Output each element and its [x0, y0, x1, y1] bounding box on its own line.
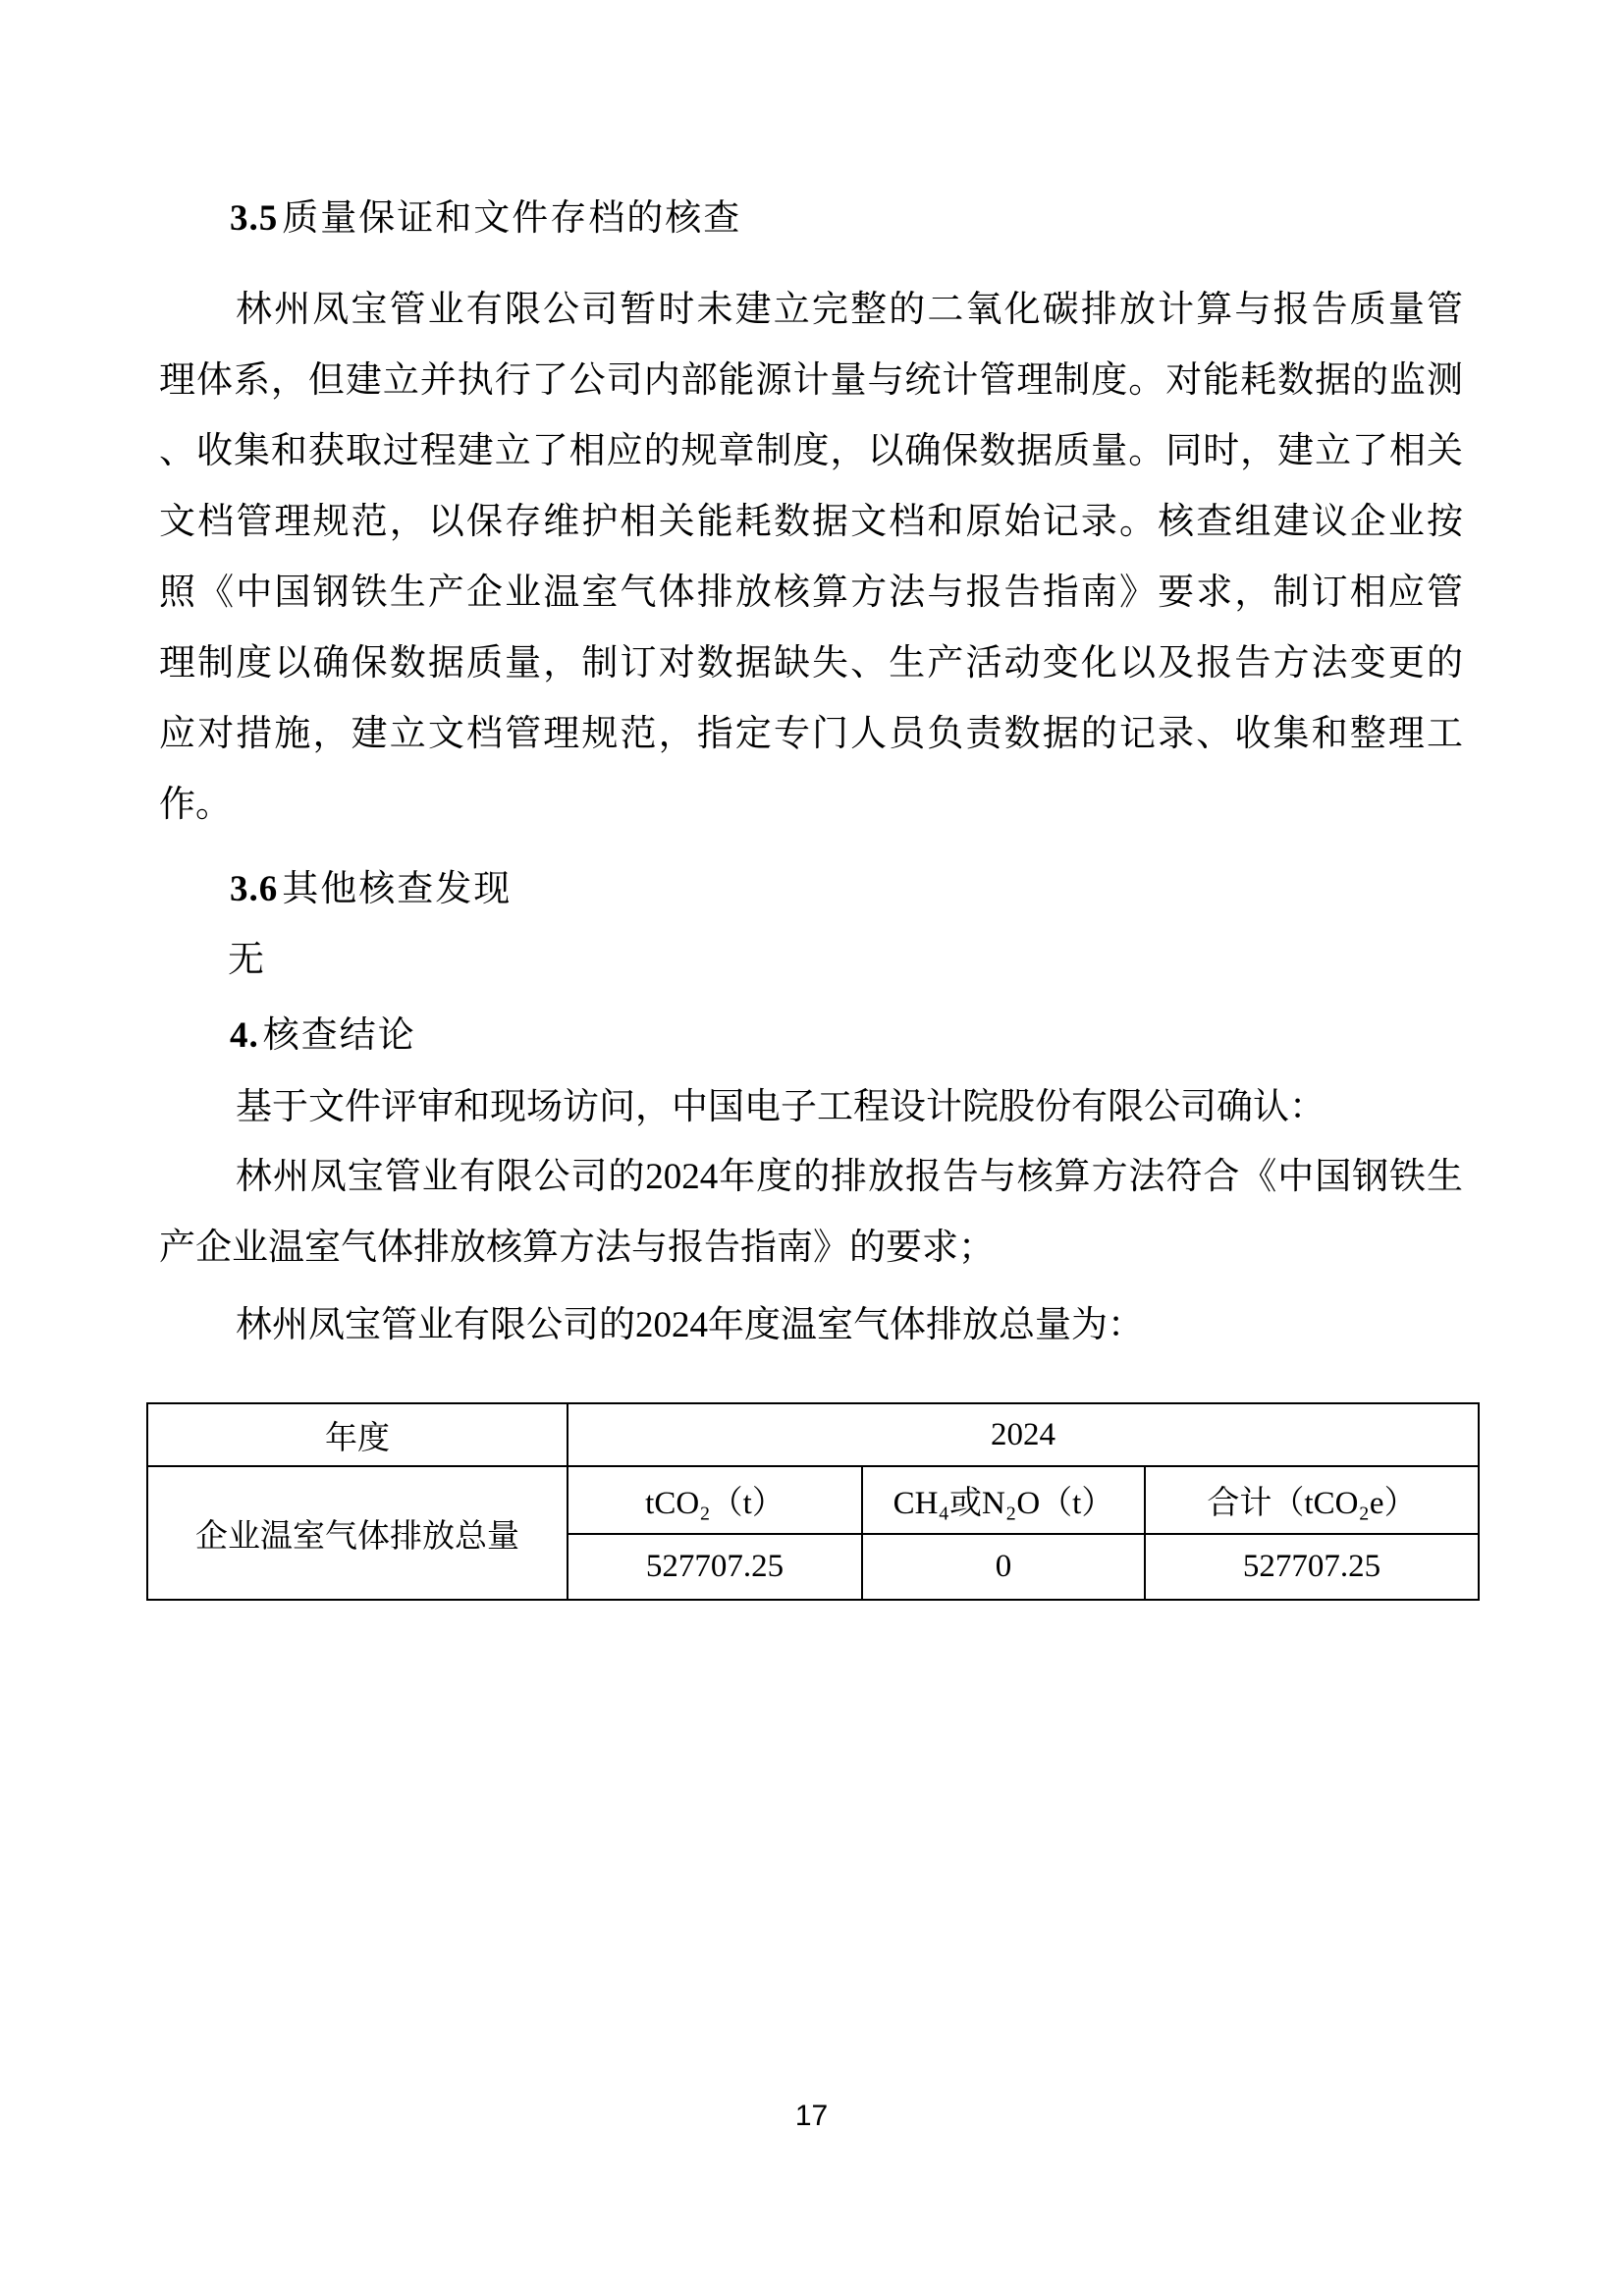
paragraph-conclusion-method: [159, 1142, 1463, 1284]
section-heading-4: [230, 1001, 416, 1071]
text-line: 、收集和获取过程建立了相应的规章制度，以确保数据质量。同时，建立了相关: [159, 431, 1463, 471]
text-line: 林州凤宝管业有限公司的2024年度的排放报告与核算方法符合《中国钢铁生: [236, 1157, 1463, 1197]
paragraph-quality-assurance: [159, 275, 1463, 841]
text-line: 理体系，但建立并执行了公司内部能源计量与统计管理制度。对能耗数据的监测: [159, 360, 1463, 401]
text-line: 照《中国钢铁生产企业温室气体排放核算方法与报告指南》要求，制订相应管: [159, 573, 1463, 613]
ch4-n2o-value-cell: 0: [862, 1534, 1145, 1600]
unit-header-total-cell: 合计（tCO₂e）: [1145, 1466, 1479, 1534]
text-line: 应对措施，建立文档管理规范，指定专门人员负责数据的记录、收集和整理工: [159, 714, 1463, 754]
text-line: 产企业温室气体排放核算方法与报告指南》的要求；: [159, 1228, 995, 1268]
emissions-total-table: [146, 1402, 1480, 1601]
section-number: 3.6: [230, 869, 279, 909]
text-line: 理制度以确保数据质量，制订对数据缺失、生产活动变化以及报告方法变更的: [159, 643, 1463, 683]
section-title: 核查结论: [262, 1015, 416, 1056]
total-value-cell: 527707.25: [1145, 1534, 1479, 1600]
section-title: 其他核查发现: [282, 869, 513, 909]
text-line: 文档管理规范，以保存维护相关能耗数据文档和原始记录。核查组建议企业按: [159, 502, 1463, 542]
text-line: 林州凤宝管业有限公司暂时未建立完整的二氧化碳排放计算与报告质量管: [236, 290, 1463, 330]
section-title: 质量保证和文件存档的核查: [282, 198, 742, 239]
section-number: 3.5: [230, 198, 279, 239]
year-value-cell: 2024: [568, 1403, 1479, 1466]
co2-value-cell: 527707.25: [568, 1534, 862, 1600]
text-line: 作。: [159, 785, 232, 825]
year-label-cell: 年度: [147, 1403, 568, 1466]
page-number: 17: [794, 2100, 829, 2132]
table-row: [147, 1466, 1479, 1534]
text-line: 基于文件评审和现场访问，中国电子工程设计院股份有限公司确认：: [236, 1087, 1325, 1127]
total-emissions-label-cell: 企业温室气体排放总量: [147, 1466, 568, 1600]
text-line: 林州凤宝管业有限公司的2024年度温室气体排放总量为：: [236, 1305, 1144, 1345]
table-row: [147, 1403, 1479, 1466]
paragraph-conclusion-total: [159, 1290, 1463, 1361]
other-findings-text: 无: [228, 940, 264, 980]
section-heading-3-5: [230, 184, 741, 254]
section-number: 4.: [230, 1015, 259, 1056]
unit-header-ch4-n2o-cell: CH₄或N₂O（t）: [862, 1466, 1145, 1534]
paragraph-conclusion-intro: [159, 1072, 1463, 1143]
unit-header-co2-cell: tCO₂（t）: [568, 1466, 862, 1534]
section-heading-3-6: [230, 854, 512, 925]
